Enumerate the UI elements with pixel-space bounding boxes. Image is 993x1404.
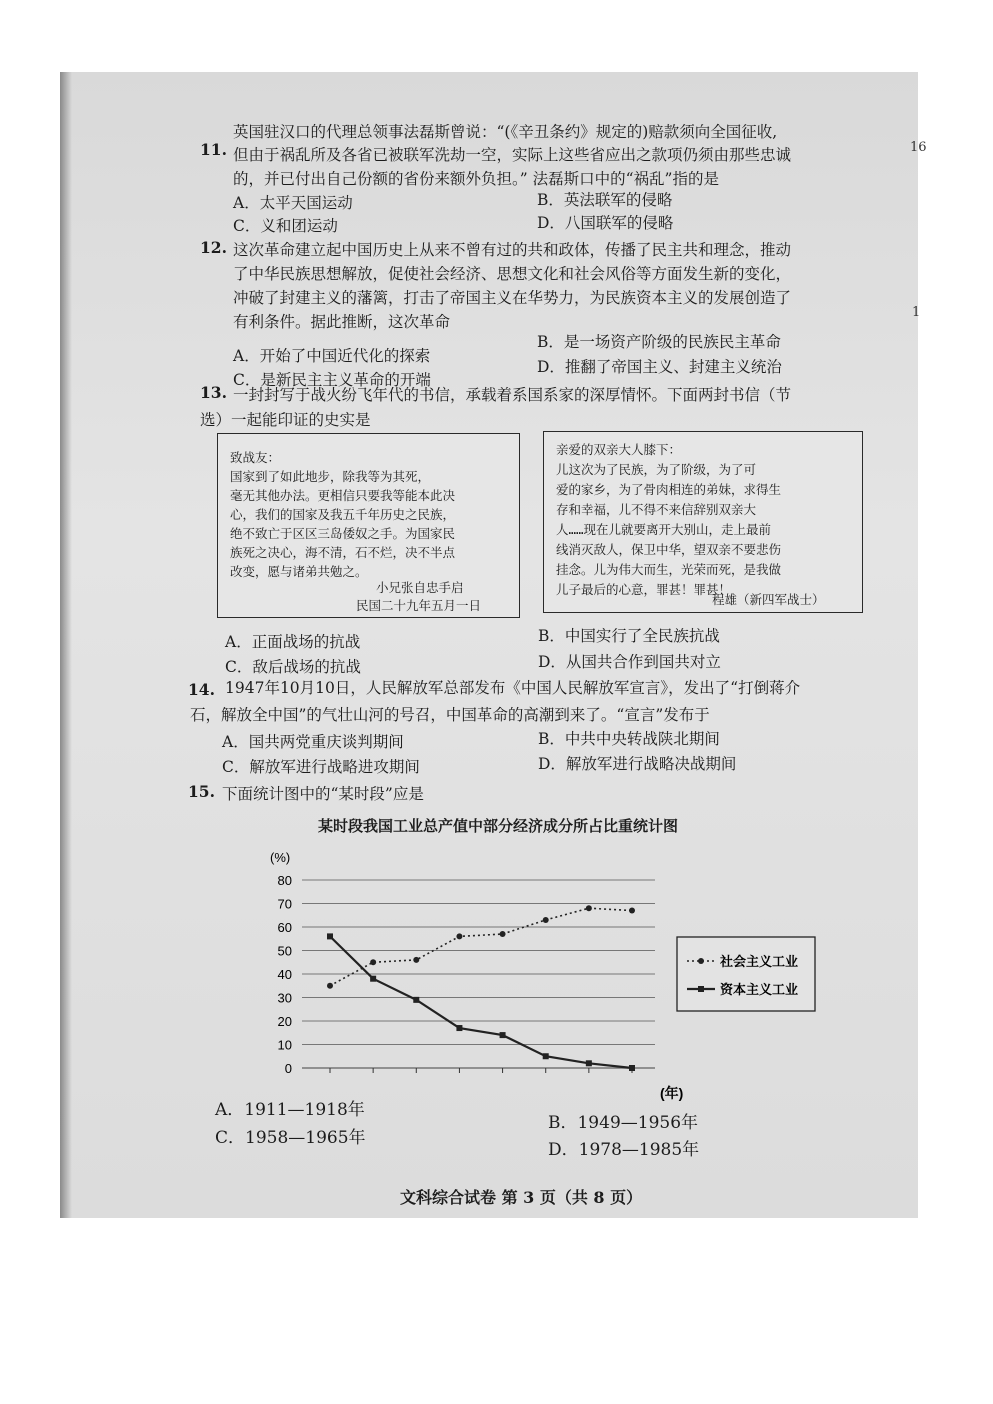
q14-option-b[interactable]: B．中共中央转战陕北期间 <box>538 730 720 748</box>
q13-number: 13. <box>200 383 227 402</box>
q15-option-b[interactable]: B．1949—1956年 <box>548 1113 699 1133</box>
q14-option-a[interactable]: A．国共两党重庆谈判期间 <box>222 733 404 751</box>
capitalist-industry-point <box>543 1053 549 1059</box>
socialist-industry-point <box>629 908 635 914</box>
q11-line-3: 的，并已付出自己份额的省份来额外负担。” 法磊斯口中的“祸乱”指的是 <box>233 170 719 188</box>
y-tick-label: 40 <box>277 967 292 982</box>
letter2-line-2: 儿这次为了民族，为了阶级，为了可 <box>556 462 757 477</box>
q12-option-a[interactable]: A．开始了中国近代化的探索 <box>233 347 431 365</box>
socialist-industry-point <box>586 905 592 911</box>
letter1-line-3: 毫无其他办法。更相信只要我等能本此决 <box>230 488 456 503</box>
q14-line-1: 1947年10月10日，人民解放军总部发布《中国人民解放军宣言》，发出了“打倒蒋介 <box>225 679 801 697</box>
q15-number: 15. <box>188 782 215 801</box>
capitalist-industry-point <box>500 1032 506 1038</box>
capitalist-industry-point <box>413 997 419 1003</box>
letter1-line-6: 族死之决心，海不清，石不烂，决不半点 <box>230 545 456 560</box>
q11-number: 11. <box>200 140 227 159</box>
q11-option-c[interactable]: C．义和团运动 <box>233 217 338 235</box>
q13-option-b[interactable]: B．中国实行了全民族抗战 <box>538 627 720 645</box>
letter1-line-4: 心，我们的国家及我五千年历史之民族， <box>230 507 456 522</box>
letter-zhang-zizhong <box>217 433 520 618</box>
q12-option-c[interactable]: C．是新民主主义革命的开端 <box>233 371 431 389</box>
capitalist-industry-line <box>330 936 632 1068</box>
q11-option-d[interactable]: D．八国联军的侵略 <box>537 214 674 232</box>
socialist-industry-point <box>500 931 506 937</box>
q13-line-1: 一封封写于战火纷飞年代的书信，承载着系国系家的深厚情怀。下面两封书信（节 <box>233 386 792 404</box>
letter2-signature: 程雄（新四军战士） <box>712 592 825 607</box>
socialist-industry-point <box>413 957 419 963</box>
q15-option-c[interactable]: C．1958—1965年 <box>215 1128 366 1148</box>
capitalist-industry-point <box>586 1060 592 1066</box>
q11-line-1: 英国驻汉口的代理总领事法磊斯曾说：“(《辛丑条约》规定的)赔款须向全国征收, <box>233 123 778 141</box>
letter2-line-8: 儿子最后的心意，罪甚！罪甚！ <box>556 582 732 597</box>
q11-option-a[interactable]: A．太平天国运动 <box>233 194 353 212</box>
letter1-line-2: 国家到了如此地步，除我等为其死， <box>230 469 431 484</box>
capitalist-industry-point <box>327 933 333 939</box>
legend-marker <box>698 986 704 992</box>
letter2-line-1: 亲爱的双亲大人膝下： <box>556 442 682 457</box>
q12-number: 12. <box>200 238 227 257</box>
letter2-line-6: 线消灭敌人，保卫中华，望双亲不要悲伤 <box>556 542 782 557</box>
q15-option-d[interactable]: D．1978—1985年 <box>548 1140 700 1160</box>
q11-option-b[interactable]: B．英法联军的侵略 <box>537 191 673 209</box>
letter1-line-1: 致战友： <box>230 450 281 465</box>
q12-line-1: 这次革命建立起中国历史上从来不曾有过的共和政体，传播了民主共和理念，推动 <box>233 241 792 259</box>
q12-line-4: 有利条件。据此推断，这次革命 <box>233 313 451 331</box>
sheet-shadow <box>60 72 72 1218</box>
q14-option-d[interactable]: D．解放军进行战略决战期间 <box>538 755 737 773</box>
letter1-date: 民国二十九年五月一日 <box>356 598 482 613</box>
socialist-industry-point <box>456 933 462 939</box>
capitalist-industry-point <box>456 1025 462 1031</box>
letter2-line-5: 人……现在儿就要离开大别山，走上最前 <box>556 522 772 537</box>
q13-option-d[interactable]: D．从国共合作到国共对立 <box>538 653 721 671</box>
socialist-industry-point <box>543 917 549 923</box>
letter2-line-7: 挂念。儿为伟大而生，光荣而死，是我做 <box>556 562 782 577</box>
q12-line-3: 冲破了封建主义的藩篱，打击了帝国主义在华势力，为民族资本主义的发展创造了 <box>233 289 792 307</box>
capitalist-industry-point <box>629 1065 635 1071</box>
legend-marker <box>698 958 704 964</box>
socialist-industry-point <box>370 959 376 965</box>
letter2-line-3: 爱的家乡，为了骨肉相连的弟妹，求得生 <box>556 482 782 497</box>
x-axis-label: (年) <box>660 1085 684 1101</box>
y-tick-label: 80 <box>277 873 292 888</box>
capitalist-industry-point <box>370 976 376 982</box>
q12-line-2: 了中华民族思想解放，促使社会经济、思想文化和社会风俗等方面发生新的变化， <box>233 265 792 283</box>
y-tick-label: 50 <box>277 943 292 959</box>
q15-option-a[interactable]: A．1911—1918年 <box>215 1100 365 1120</box>
y-tick-label: 70 <box>277 896 292 912</box>
y-tick-label: 20 <box>277 1014 292 1029</box>
page-edge-mark-top: 16 <box>910 140 927 155</box>
legend-label: 社会主义工业 <box>720 954 799 969</box>
y-tick-label: 0 <box>284 1061 292 1076</box>
y-tick-label: 30 <box>277 990 292 1006</box>
q14-number: 14. <box>188 680 215 699</box>
y-axis-label: (%) <box>270 850 291 865</box>
y-tick-label: 60 <box>277 920 292 935</box>
q12-option-b[interactable]: B．是一场资产阶级的民族民主革命 <box>537 333 781 351</box>
page-edge-mark-mid: 1 <box>912 305 921 320</box>
y-tick-label: 10 <box>277 1037 292 1053</box>
q14-option-c[interactable]: C．解放军进行战略进攻期间 <box>222 758 420 776</box>
q13-line-2: 选）一起能印证的史实是 <box>200 411 371 429</box>
letter2-line-4: 存和幸福，儿不得不来信辞别双亲大 <box>556 502 757 517</box>
q13-option-a[interactable]: A．正面战场的抗战 <box>225 633 361 651</box>
q13-option-c[interactable]: C．敌后战场的抗战 <box>225 658 361 676</box>
legend-label: 资本主义工业 <box>720 982 799 997</box>
line-chart <box>240 840 800 1110</box>
chart-title: 某时段我国工业总产值中部分经济成分所占比重统计图 <box>318 817 679 835</box>
q15-line-1: 下面统计图中的“某时段”应是 <box>222 785 424 803</box>
legend-box <box>677 937 815 1011</box>
letter1-line-7: 改变，愿与诸弟共勉之。 <box>230 564 368 579</box>
q12-option-d[interactable]: D．推翻了帝国主义、封建主义统治 <box>537 358 782 376</box>
page-footer: 文科综合试卷 第 3 页（共 8 页） <box>400 1188 643 1207</box>
q11-line-2: 但由于祸乱所及各省已被联军洗劫一空，实际上这些省应出之款项仍须由那些忠诚 <box>233 146 792 164</box>
socialist-industry-point <box>327 983 333 989</box>
letter1-signature: 小兄张自忠手启 <box>376 580 464 595</box>
q14-line-2: 石，解放全中国”的气壮山河的号召，中国革命的高潮到来了。“宣言”发布于 <box>190 706 710 724</box>
letter-cheng-xiong <box>543 431 863 613</box>
letter1-line-5: 绝不致亡于区区三岛倭奴之手。为国家民 <box>230 526 456 541</box>
